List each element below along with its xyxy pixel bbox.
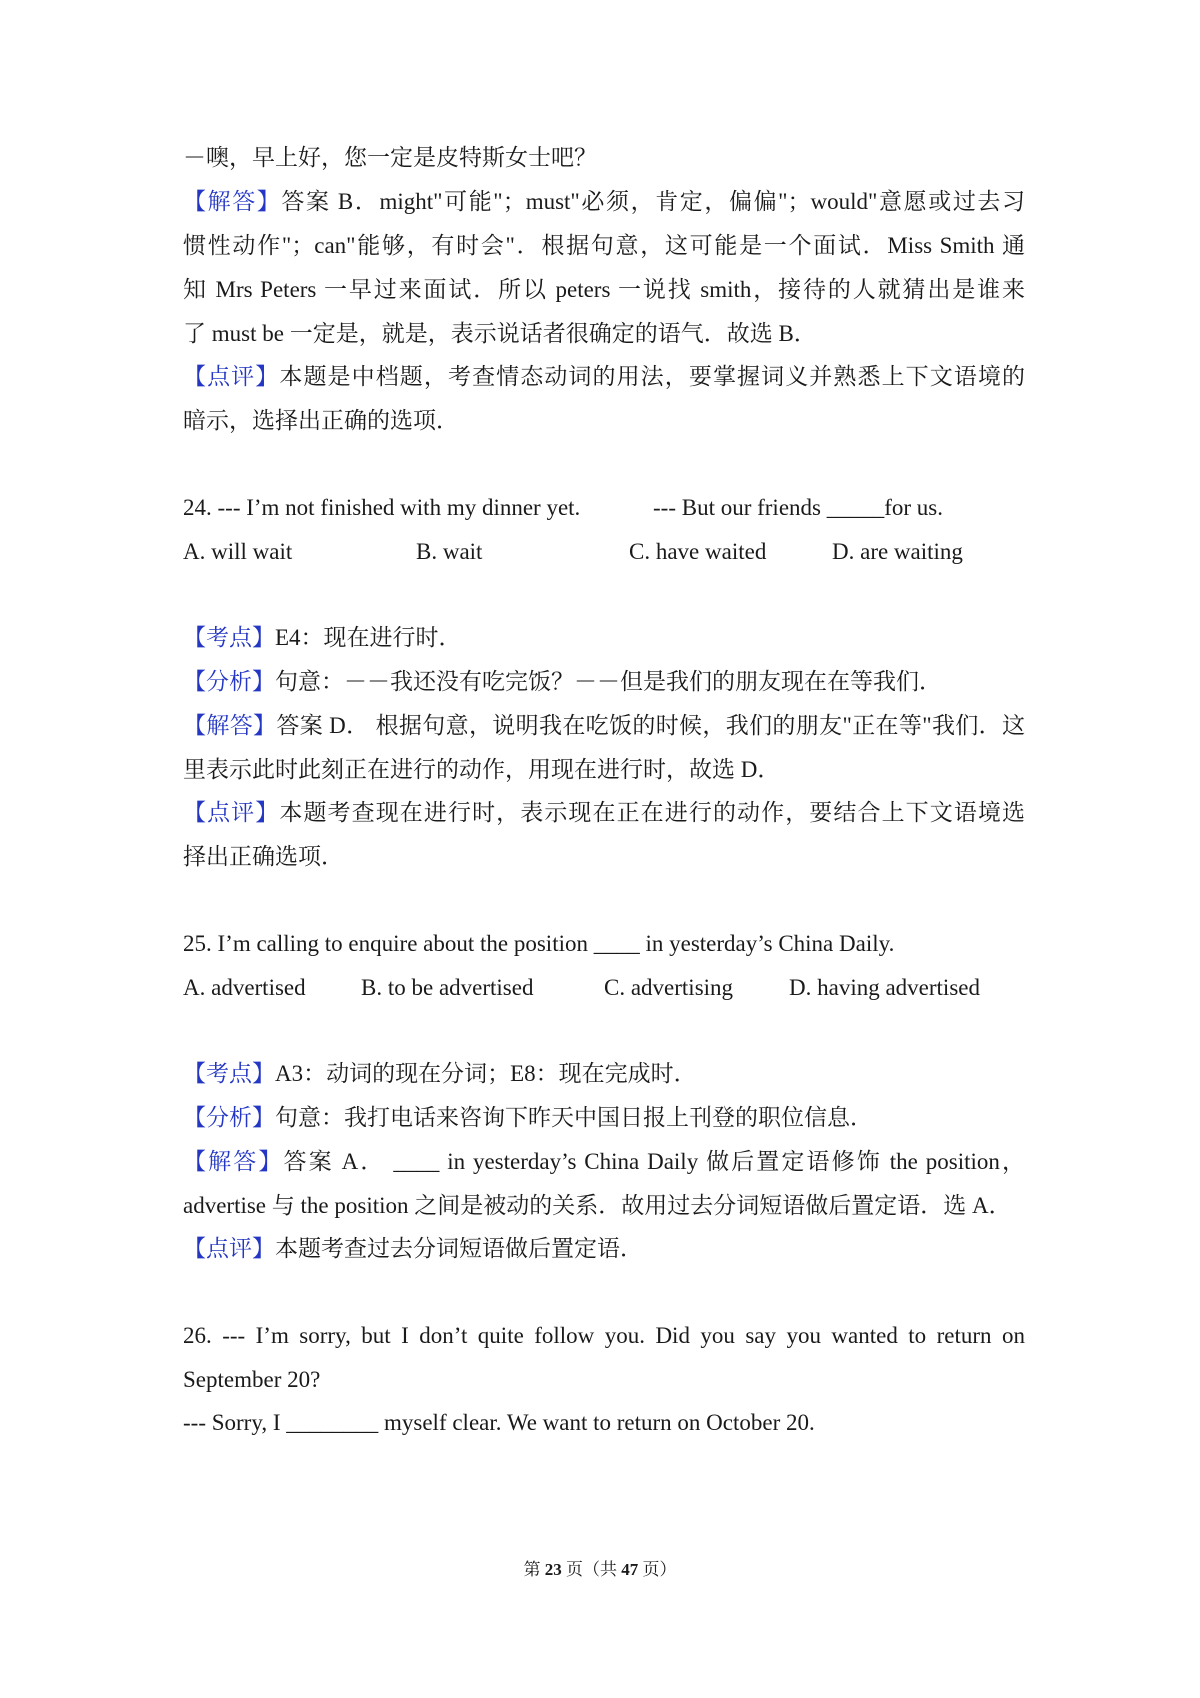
prev-answer-line-4: 了 must be 一定是，就是，表示说话者很确定的语气．故选 B． [183, 321, 817, 346]
comment-tag: 【点评】 [183, 1236, 275, 1261]
q24-analysis: 【分析】句意：－－我还没有吃完饭？－－但是我们的朋友现在在等我们． [183, 669, 942, 694]
translation-line: －噢，早上好，您一定是皮特斯女士吧？ [183, 145, 597, 170]
q25-option-a: A. advertised [183, 975, 306, 1000]
prev-comment-line-2: 暗示，选择出正确的选项． [183, 408, 459, 433]
q26-stem-line-1: 26. --- I’m sorry, but I don’t quite follow you. Did you say you wanted to return on [183, 1323, 1025, 1348]
comment-tag: 【点评】 [183, 800, 280, 825]
q24-comment-line-1: 【点评】本题考查现在进行时，表示现在正在进行的动作，要结合上下文语境选 [183, 800, 1026, 825]
q24-option-c: C. have waited [629, 539, 767, 564]
q26-stem-line-3: --- Sorry, I ________ myself clear. We want to return on October 20. [183, 1410, 815, 1435]
point-tag: 【考点】 [183, 625, 275, 650]
page-footer: 第 23 页（共 47 页） [523, 1560, 677, 1579]
q25-comment: 【点评】本题考查过去分词短语做后置定语． [183, 1236, 643, 1261]
q25-analysis: 【分析】句意：我打电话来咨询下昨天中国日报上刊登的职位信息． [183, 1105, 873, 1130]
q24-stem-part-1: 24. --- I’m not finished with my dinner yet. [183, 495, 581, 520]
prev-answer-line-2: 惯性动作"；can"能够，有时会"．根据句意，这可能是一个面试．Miss Smith 通 [183, 233, 1025, 258]
answer-tag: 【解答】 [183, 1149, 284, 1174]
prev-answer-line-1: 【解答】答案 B．might"可能"；must"必须，肯定，偏偏"；would"意愿或过去习 [183, 189, 1026, 214]
q24-option-a: A. will wait [183, 539, 293, 564]
analysis-tag: 【分析】 [183, 669, 275, 694]
answer-tag: 【解答】 [183, 189, 282, 214]
q24-answer-line-1: 【解答】答案 D． 根据句意，说明我在吃饭的时候，我们的朋友"正在等"我们．这 [183, 713, 1026, 738]
comment-tag: 【点评】 [183, 364, 280, 389]
q24-answer-line-2: 里表示此时此刻正在进行的动作，用现在进行时，故选 D． [183, 757, 781, 782]
prev-comment-line-1: 【点评】本题是中档题，考查情态动词的用法，要掌握词义并熟悉上下文语境的 [183, 364, 1026, 389]
point-tag: 【考点】 [183, 1061, 275, 1086]
page-total: 47 [621, 1560, 639, 1579]
q25-answer-line-2: advertise 与 the position 之间是被动的关系．故用过去分词短语做后置定语．选 A． [183, 1193, 1012, 1218]
q25-answer-line-1: 【解答】答案 A． ____ in yesterday’s China Daily 做后置定语修饰 the position， [183, 1149, 1025, 1174]
q24-stem-part-2: --- But our friends _____for us. [653, 495, 944, 520]
answer-tag: 【解答】 [183, 713, 277, 738]
q24-option-d: D. are waiting [832, 539, 963, 564]
q26-stem-line-2: September 20? [183, 1367, 321, 1392]
q24-comment-line-2: 择出正确选项． [183, 844, 344, 869]
q24-stem [183, 496, 1025, 519]
page-number: 23 [544, 1560, 562, 1579]
q25-option-d: D. having advertised [789, 975, 980, 1000]
analysis-tag: 【分析】 [183, 1105, 275, 1130]
q24-option-b: B. wait [416, 539, 483, 564]
q25-point: 【考点】A3：动词的现在分词；E8：现在完成时． [183, 1061, 697, 1086]
prev-answer-line-3: 知 Mrs Peters 一早过来面试．所以 peters 一说找 smith，接待的人就猜出是谁来 [183, 277, 1025, 302]
q25-stem: 25. I’m calling to enquire about the position ____ in yesterday’s China Daily. [183, 931, 895, 956]
q25-option-c: C. advertising [604, 975, 734, 1000]
q24-point: 【考点】E4：现在进行时． [183, 625, 462, 650]
q25-option-b: B. to be advertised [361, 975, 534, 1000]
